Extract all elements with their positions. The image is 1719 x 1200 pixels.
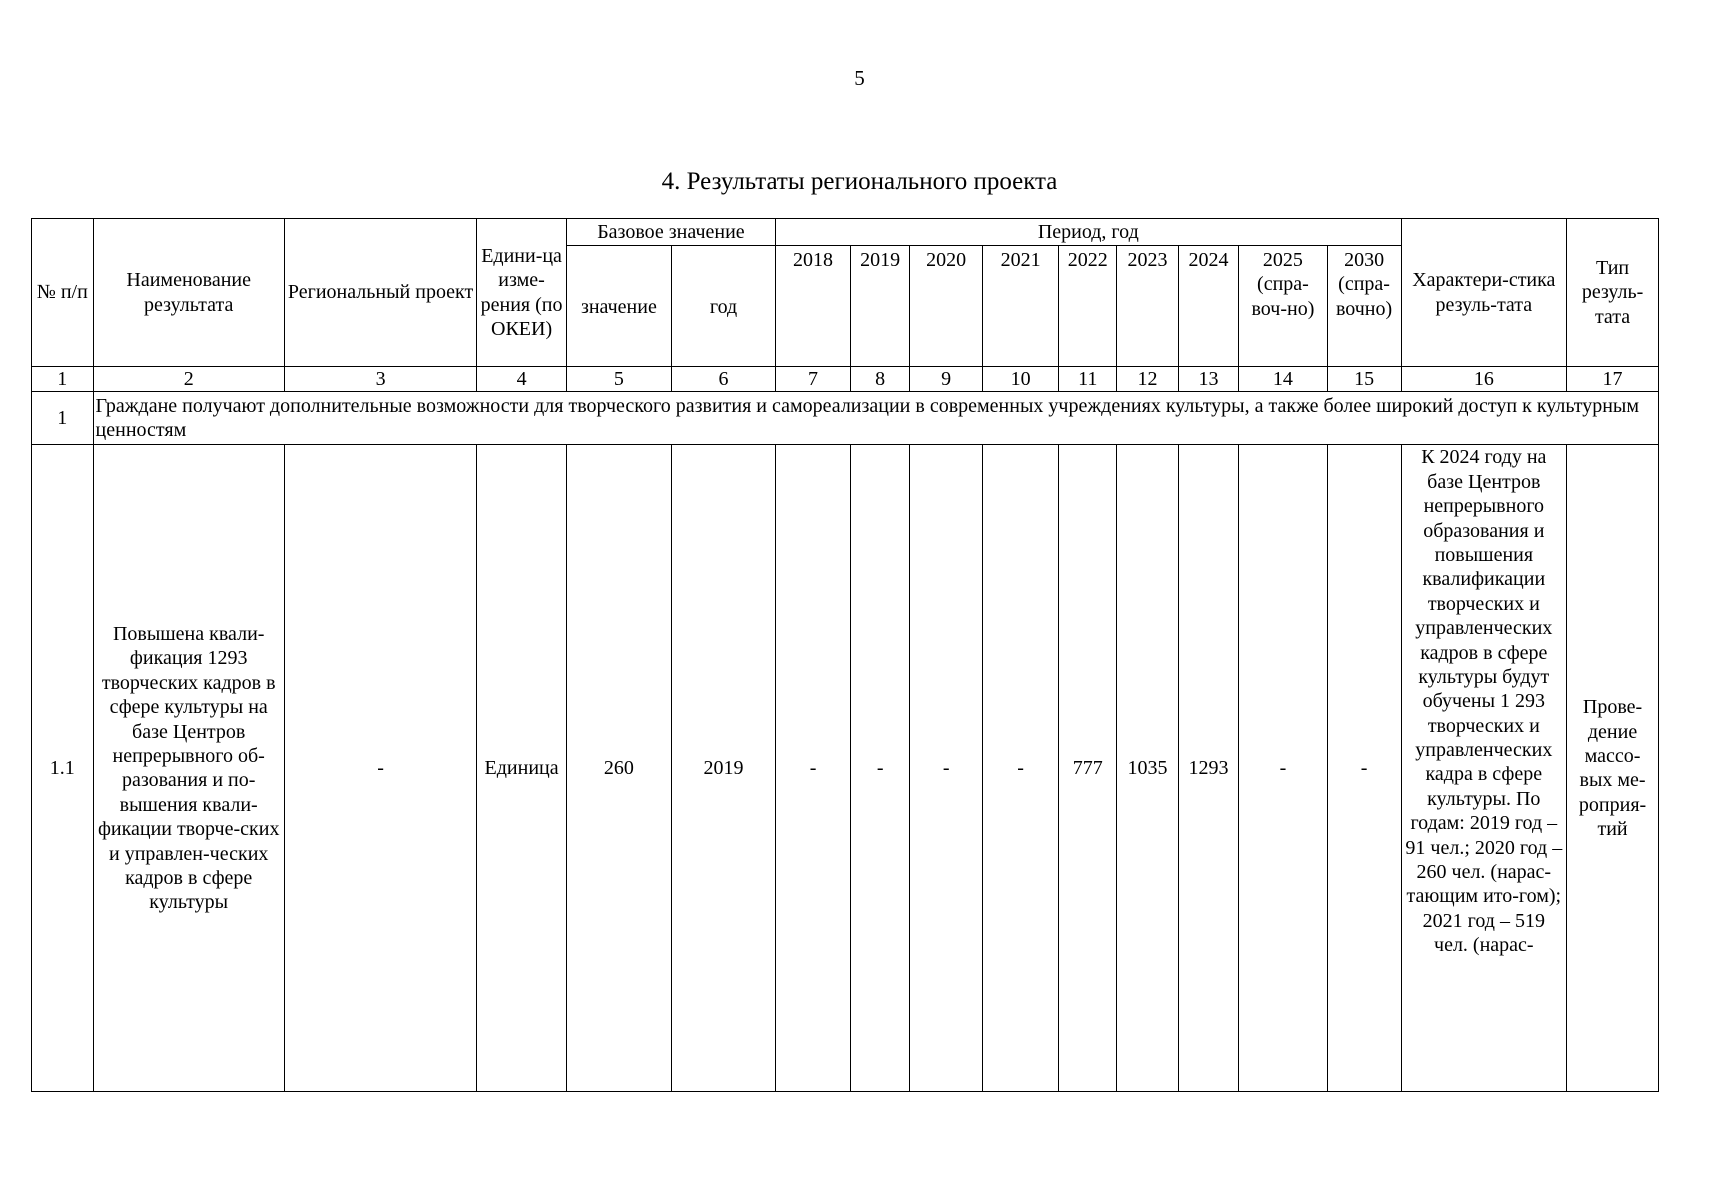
section-title: 4. Результаты регионального проекта — [661, 168, 1058, 195]
table-row — [32, 445, 1659, 1092]
column-number: 11 — [1059, 367, 1117, 392]
column-number: 3 — [284, 367, 476, 392]
header-year: 2024 — [1178, 246, 1238, 367]
header-year: 2021 — [983, 246, 1059, 367]
year-value: - — [910, 445, 983, 1092]
column-number: 16 — [1401, 367, 1567, 392]
column-number: 17 — [1567, 367, 1659, 392]
header-year: 2022 — [1059, 246, 1117, 367]
result-characteristic: К 2024 году на базе Центров непрерывного образования и повышения квалификации творческих и управленческих кадров в сфере культуры будут обучены 1 293 творческих и управленческих кадра в сфере культуры. По годам: 2019 год – 91 чел.; 2020 год – 260 чел. (нарас-тающим ито-гом); 2021 год – 519 чел. (нарас- — [1401, 445, 1567, 1092]
column-number: 8 — [851, 367, 910, 392]
column-number: 4 — [477, 367, 567, 392]
header-year: 2030 (спра-вочно) — [1327, 246, 1401, 367]
year-value: - — [1239, 445, 1327, 1092]
year-value: 1035 — [1117, 445, 1179, 1092]
header-characteristic: Характери-стика резуль-тата — [1401, 219, 1567, 367]
column-number: 2 — [93, 367, 284, 392]
column-number: 10 — [983, 367, 1059, 392]
header-unit: Едини-ца изме-рения (по ОКЕИ) — [477, 219, 567, 367]
base-year: 2019 — [671, 445, 775, 1092]
column-number: 6 — [671, 367, 775, 392]
result-name: Повышена квали-фикация 1293 творческих кадров в сфере культуры на базе Центров непрерывного об-разования и по-вышения квали-фикации творче-ских и управлен-ческих кадров в сфере культуры — [93, 445, 284, 1092]
page-number: 5 — [854, 66, 865, 90]
results-table-container — [31, 218, 1659, 1092]
goal-num: 1 — [32, 392, 94, 445]
header-base-value: значение — [566, 246, 671, 367]
column-number-row — [32, 367, 1659, 392]
column-number: 1 — [32, 367, 94, 392]
header-name: Наименование результата — [93, 219, 284, 367]
result-type: Прове-дение массо-вых ме-роприя-тий — [1567, 445, 1659, 1092]
year-value: - — [851, 445, 910, 1092]
year-value: - — [1327, 445, 1401, 1092]
header-type: Тип резуль-тата — [1567, 219, 1659, 367]
goal-text: Граждане получают дополнительные возможности для творческого развития и самореализации в современных учреждениях культуры, а также более широкий доступ к культурным ценностям — [93, 392, 1658, 445]
header-base: Базовое значение — [566, 219, 775, 246]
header-year: 2019 — [851, 246, 910, 367]
header-period: Период, год — [776, 219, 1401, 246]
base-value: 260 — [566, 445, 671, 1092]
row-num: 1.1 — [32, 445, 94, 1092]
unit: Единица — [477, 445, 567, 1092]
year-value: - — [776, 445, 851, 1092]
header-num: № п/п — [32, 219, 94, 367]
column-number: 13 — [1178, 367, 1238, 392]
header-year: 2025 (спра-воч-но) — [1239, 246, 1327, 367]
column-number: 12 — [1117, 367, 1179, 392]
header-year: 2018 — [776, 246, 851, 367]
header-project: Региональный проект — [284, 219, 476, 367]
column-number: 7 — [776, 367, 851, 392]
header-year: 2023 — [1117, 246, 1179, 367]
column-number: 5 — [566, 367, 671, 392]
goal-row — [32, 392, 1659, 445]
header-year: 2020 — [910, 246, 983, 367]
column-number: 15 — [1327, 367, 1401, 392]
column-number: 9 — [910, 367, 983, 392]
column-number: 14 — [1239, 367, 1327, 392]
year-value: 777 — [1059, 445, 1117, 1092]
year-value: 1293 — [1178, 445, 1238, 1092]
results-table — [31, 218, 1659, 1092]
regional-project: - — [284, 445, 476, 1092]
header-base-year: год — [671, 246, 775, 367]
year-value: - — [983, 445, 1059, 1092]
